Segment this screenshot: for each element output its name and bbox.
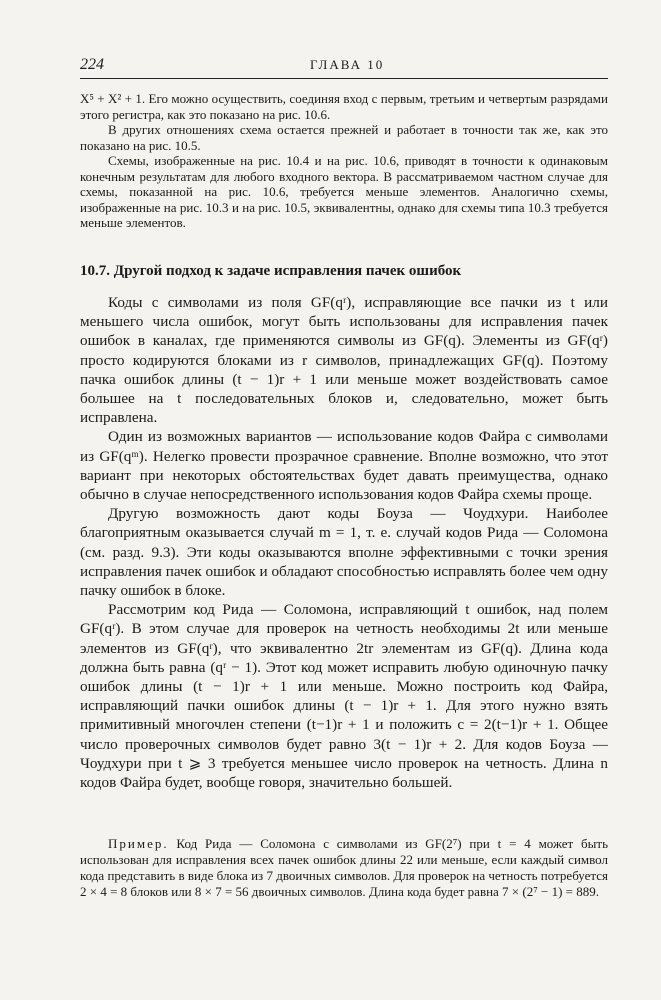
page-header <box>80 56 608 79</box>
intro-paragraph: X⁵ + X² + 1. Его можно осуществить, соединяя вход с первым, третьим и четвертым разрядами этого регистра, как это показано на рис. 10.6. <box>80 91 608 122</box>
section-title: 10.7. Другой подход к задаче исправления пачек ошибок <box>80 263 462 279</box>
intro-paragraph: В других отношениях схема остается прежней и работает в точности так же, как это показано на рис. 10.5. <box>80 122 608 153</box>
example-block <box>80 836 608 900</box>
body-paragraph: Один из возможных вариантов — использование кодов Файра с символами из GF(qᵐ). Нелегко провести прозрачное сравнение. Вполне возможно, что этот вариант при некоторых обстоятельствах будет давать преимущества, однако обычно в случае непосредственного использования кодов Файра схемы проще. <box>80 428 608 504</box>
body-paragraph: Рассмотрим код Рида — Соломона, исправляющий t ошибок, над полем GF(qʳ). В этом случае для проверок на четность необходимы 2t или меньше элементов из GF(qʳ), что эквивалентно 2tr элементам из GF(q). Длина кода должна быть равна (qʳ − 1). Этот код может исправить любую одиночную пачку ошибок длины (t − 1)r + 1 или меньше. Можно построить код Файра, исправляющий пачки ошибок длины (t − 1)r + 1. Для этого нужно взять примитивный многочлен степени (t−1)r + 1 и положить c = 2(t−1)r + 1. Общее число проверочных символов будет равно 3(t − 1)r + 2. Для кодов Боуза — Чоудхури при t ⩾ 3 требуется меньшее число проверок на четность. Длина n кодов Файра будет, вообще говоря, значительно большей. <box>80 601 608 792</box>
body-paragraph: Другую возможность дают коды Боуза — Чоудхури. Наиболее благоприятным оказывается случай m = 1, т. е. случай кодов Рида — Соломона (см. разд. 9.3). Эти коды оказываются вполне эффективными с точки зрения исправления пачек ошибок и обладают способностью исправлять более чем одну пачку ошибок в блоке. <box>80 505 608 600</box>
example-label: Пример. <box>108 836 169 851</box>
example-text: Код Рида — Соломона с символами из GF(2⁷) при t = 4 может быть использован для исправления всех пачек ошибок длины 22 или меньше, если каждый символ кода представить в виде блока из 7 двоичных символов. Для проверок на четность потребуется 2 × 4 = 8 блоков или 8 × 7 = 56 двоичных символов. Длина кода будет равна 7 × (2⁷ − 1) = 889. <box>80 836 609 899</box>
example-paragraph <box>80 836 608 900</box>
running-head: ГЛАВА 10 <box>310 57 385 72</box>
page-number: 224 <box>80 56 104 73</box>
intro-text <box>80 91 608 231</box>
section-body <box>80 293 608 792</box>
intro-paragraph: Схемы, изображенные на рис. 10.4 и на рис. 10.6, приводят в точности к одинаковым конечным результатам для любого входного вектора. В рассматриваемом частном случае для схемы, показанной на рис. 10.6, требуется меньше элементов. Аналогично схемы, изображенные на рис. 10.3 и на рис. 10.5, эквивалентны, однако для схемы типа 10.3 требуется меньше элементов. <box>80 153 608 230</box>
body-paragraph: Коды с символами из поля GF(qʳ), исправляющие все пачки из t или меньшего числа ошибок, могут быть использованы для исправления пачек ошибок в каналах, где применяются символы из GF(q). Элементы из GF(qʳ) просто кодируются блоками из r символов, принадлежащих GF(q). Поэтому пачка ошибок длины (t − 1)r + 1 или меньше может воздействовать самое большее на t последовательных блоков и, следовательно, может быть исправлена. <box>80 294 608 427</box>
